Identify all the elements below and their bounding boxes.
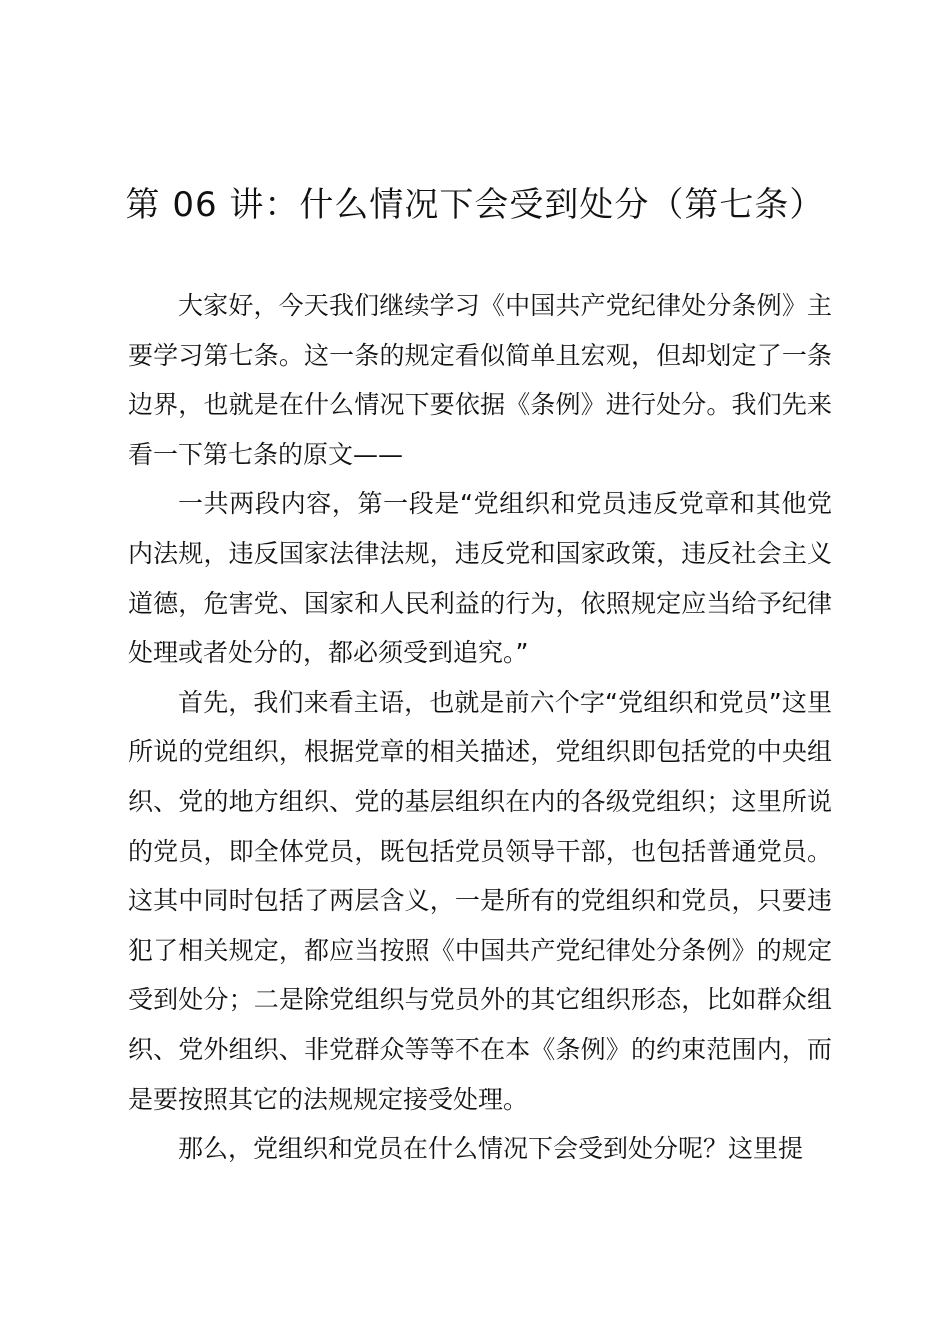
paragraph-2: 一共两段内容，第一段是“党组织和党员违反党章和其他党内法规，违反国家法律法规，违反党和国家政策，违反社会主义道德，危害党、国家和人民利益的行为，依照规定应当给予纪律处理或者处分的，都必须受到追究。” bbox=[128, 489, 832, 668]
paragraph-3: 首先，我们来看主语，也就是前六个字“党组织和党员”这里所说的党组织，根据党章的相关描述，党组织即包括党的中央组织、党的地方组织、党的基层组织在内的各级党组织；这里所说的党员，即全体党员，既包括党员领导干部，也包括普通党员。这其中同时包括了两层含义，一是所有的党组织和党员，只要违犯了相关规定，都应当按照《中国共产党纪律处分条例》的规定受到处分；二是除党组织与党员外的其它组织形态，比如群众组织、党外组织、非党群众等等不在本《条例》的约束范围内，而是要按照其它的法规规定接受处理。 bbox=[128, 687, 832, 1114]
paragraph-4: 那么，党组织和党员在什么情况下会受到处分呢？这里提 bbox=[178, 1134, 804, 1164]
document-title: 第 06 讲：什么情况下会受到处分（第七条） bbox=[125, 185, 825, 225]
paragraph-1: 大家好，今天我们继续学习《中国共产党纪律处分条例》主要学习第七条。这一条的规定看似简单且宏观，但却划定了一条边界，也就是在什么情况下要依据《条例》进行处分。我们先来看一下第七条的原文—— bbox=[128, 291, 832, 469]
document-body bbox=[128, 281, 832, 1174]
